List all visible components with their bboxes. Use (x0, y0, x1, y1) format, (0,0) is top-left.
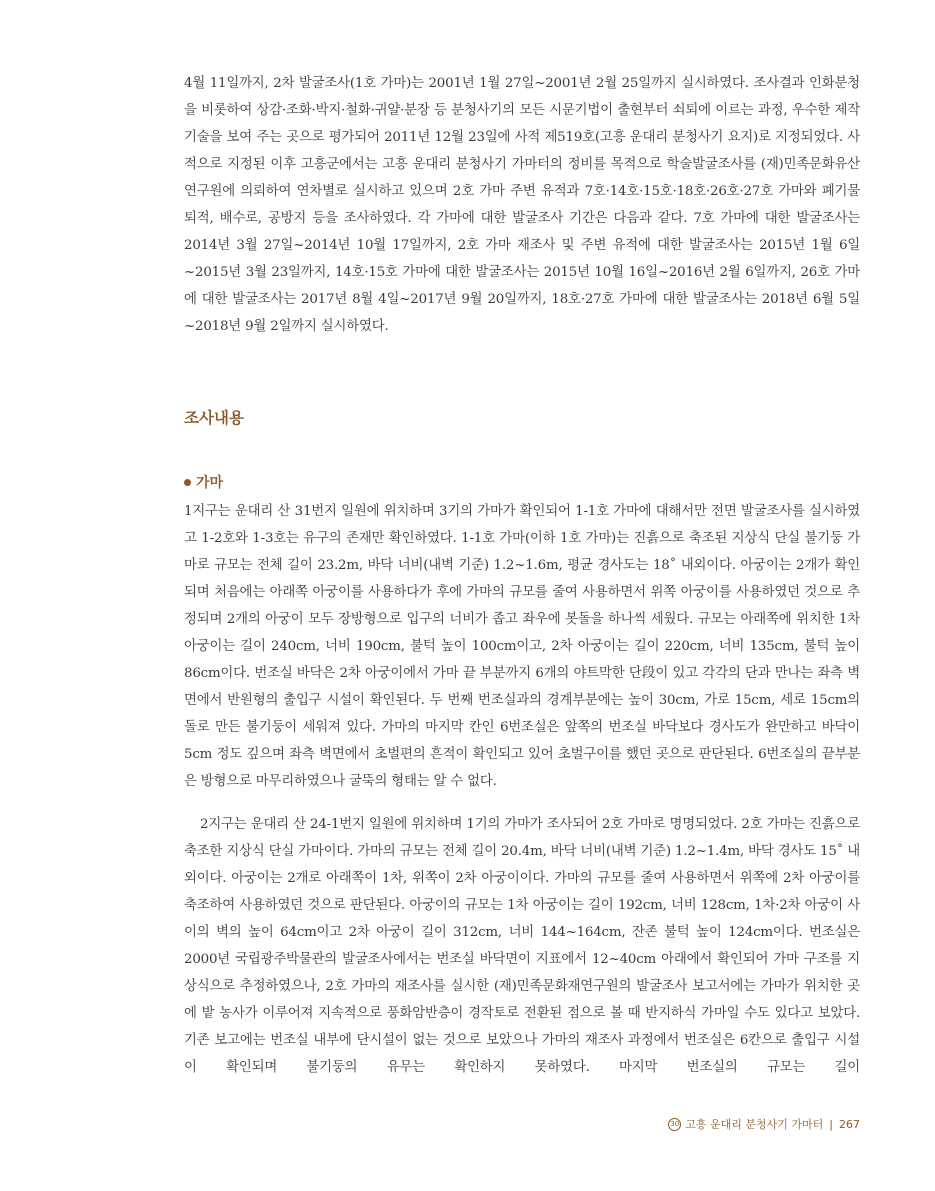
footer-separator: | (829, 1117, 833, 1131)
subsection-title (184, 472, 223, 492)
page-number: 267 (839, 1117, 860, 1131)
kiln-paragraph-1: 1지구는 운대리 산 31번지 일원에 위치하며 3기의 가마가 확인되어 1-1호 가마에 대해서만 전면 발굴조사를 실시하였고 1-2호와 1-3호는 유구의 존재만 확인하였다. 1-1호 가마(이하 1호 가마)는 진흙으로 축조된 지상식 단실 불기둥 가마로 규모는 전체 길이 23.2m, 바닥 너비(내벽 기준) 1.2~1.6m, 평균 경사도는 18˚ 내외이다. 아궁이는 2개가 확인되며 처음에는 아래쪽 아궁이를 사용하다가 후에 가마의 규모를 줄여 사용하면서 위쪽 아궁이를 사용하였던 것으로 추정되며 2개의 아궁이 모두 장방형으로 입구의 너비가 좁고 좌우에 봇돌을 하나씩 세웠다. 규모는 아래쪽에 위치한 1차 아궁이는 길이 240cm, 너비 190cm, 불턱 높이 100cm이고, 2차 아궁이는 길이 220cm, 너비 135cm, 불턱 높이 86cm이다. 번조실 바닥은 2차 아궁이에서 가마 끝 부분까지 6개의 야트막한 단段이 있고 각각의 단과 만나는 좌측 벽면에서 반원형의 출입구 시설이 확인된다. 두 번째 번조실과의 경계부분에는 높이 30cm, 가로 15cm, 세로 15cm의 돌로 만든 불기둥이 세워져 있다. 가마의 마지막 칸인 6번조실은 앞쪽의 번조실 바닥보다 경사도가 완만하고 바닥이 5cm 정도 깊으며 좌측 벽면에서 초벌편의 흔적이 확인되고 있어 초벌구이를 했던 곳으로 판단된다. 6번조실의 끝부분은 방형으로 마무리하였으나 굴뚝의 형태는 알 수 없다. (184, 504, 860, 789)
subsection-title-text: 가마 (196, 475, 224, 491)
chapter-number-badge: 30 (668, 1118, 681, 1131)
bullet-icon (184, 479, 191, 486)
intro-paragraph: 4월 11일까지, 2차 발굴조사(1호 가마)는 2001년 1월 27일~2001년 2월 25일까지 실시하였다. 조사결과 인화분청을 비롯하여 상감·조화·박지·철화·귀얄·분장 등 분청사기의 모든 시문기법이 출현부터 쇠퇴에 이르는 과정, 우수한 제작 기술을 보여 주는 곳으로 평가되어 2011년 12월 23일에 사적 제519호(고흥 운대리 분청사기 요지)로 지정되었다. 사적으로 지정된 이후 고흥군에서는 고흥 운대리 분청사기 가마터의 정비를 목적으로 학술발굴조사를 (재)민족문화유산연구원에 의뢰하여 연차별로 실시하고 있으며 2호 가마 주변 유적과 7호·14호·15호·18호·26호·27호 가마와 폐기물 퇴적, 배수로, 공방지 등을 조사하였다. 각 가마에 대한 발굴조사 기간은 다음과 같다. 7호 가마에 대한 발굴조사는 2014년 3월 27일~2014년 10월 17일까지, 2호 가마 재조사 및 주변 유적에 대한 발굴조사는 2015년 1월 6일~2015년 3월 23일까지, 14호·15호 가마에 대한 발굴조사는 2015년 10월 16일~2016년 2월 6일까지, 26호 가마에 대한 발굴조사는 2017년 8월 4일~2017년 9월 20일까지, 18호·27호 가마에 대한 발굴조사는 2018년 6월 5일~2018년 9월 2일까지 실시하였다. (184, 76, 860, 334)
section-title: 조사내용 (184, 409, 244, 427)
footer-book-title: 고흥 운대리 분청사기 가마터 (685, 1118, 824, 1131)
kiln-paragraph-2: 2지구는 운대리 산 24-1번지 일원에 위치하며 1기의 가마가 조사되어 2호 가마로 명명되었다. 2호 가마는 진흙으로 축조한 지상식 단실 가마이다. 가마의 규모는 전체 길이 20.4m, 바닥 너비(내벽 기준) 1.2~1.4m, 바닥 경사도 15˚ 내외이다. 아궁이는 2개로 아래쪽이 1차, 위쪽이 2차 아궁이이다. 가마의 규모를 줄여 사용하면서 위쪽에 2차 아궁이를 축조하여 사용하였던 것으로 판단된다. 아궁이의 규모는 1차 아궁이는 길이 192cm, 너비 128cm, 1차·2차 아궁이 사이의 벽의 높이 64cm이고 2차 아궁이 길이 312cm, 너비 144~164cm, 잔존 불턱 높이 124cm이다. 번조실은 2000년 국립광주박물관의 발굴조사에서는 번조실 바닥면이 지표에서 12~40cm 아래에서 확인되어 가마 구조를 지상식으로 추정하였으나, 2호 가마의 재조사를 실시한 (재)민족문화재연구원의 발굴조사 보고서에는 가마가 위치한 곳에 밭 농사가 이루어져 지속적으로 풍화암반층이 경작토로 전환된 점으로 볼 때 반지하식 가마일 수도 있다고 보았다. 기존 보고에는 번조실 내부에 단시설이 없는 것으로 보았으나 가마의 재조사 과정에서 번조실은 6칸으로 출입구 시설이 확인되며 불기둥의 유무는 확인하지 못하였다. 마지막 번조실의 규모는 길이 (184, 817, 860, 1075)
page-footer (652, 1116, 860, 1132)
